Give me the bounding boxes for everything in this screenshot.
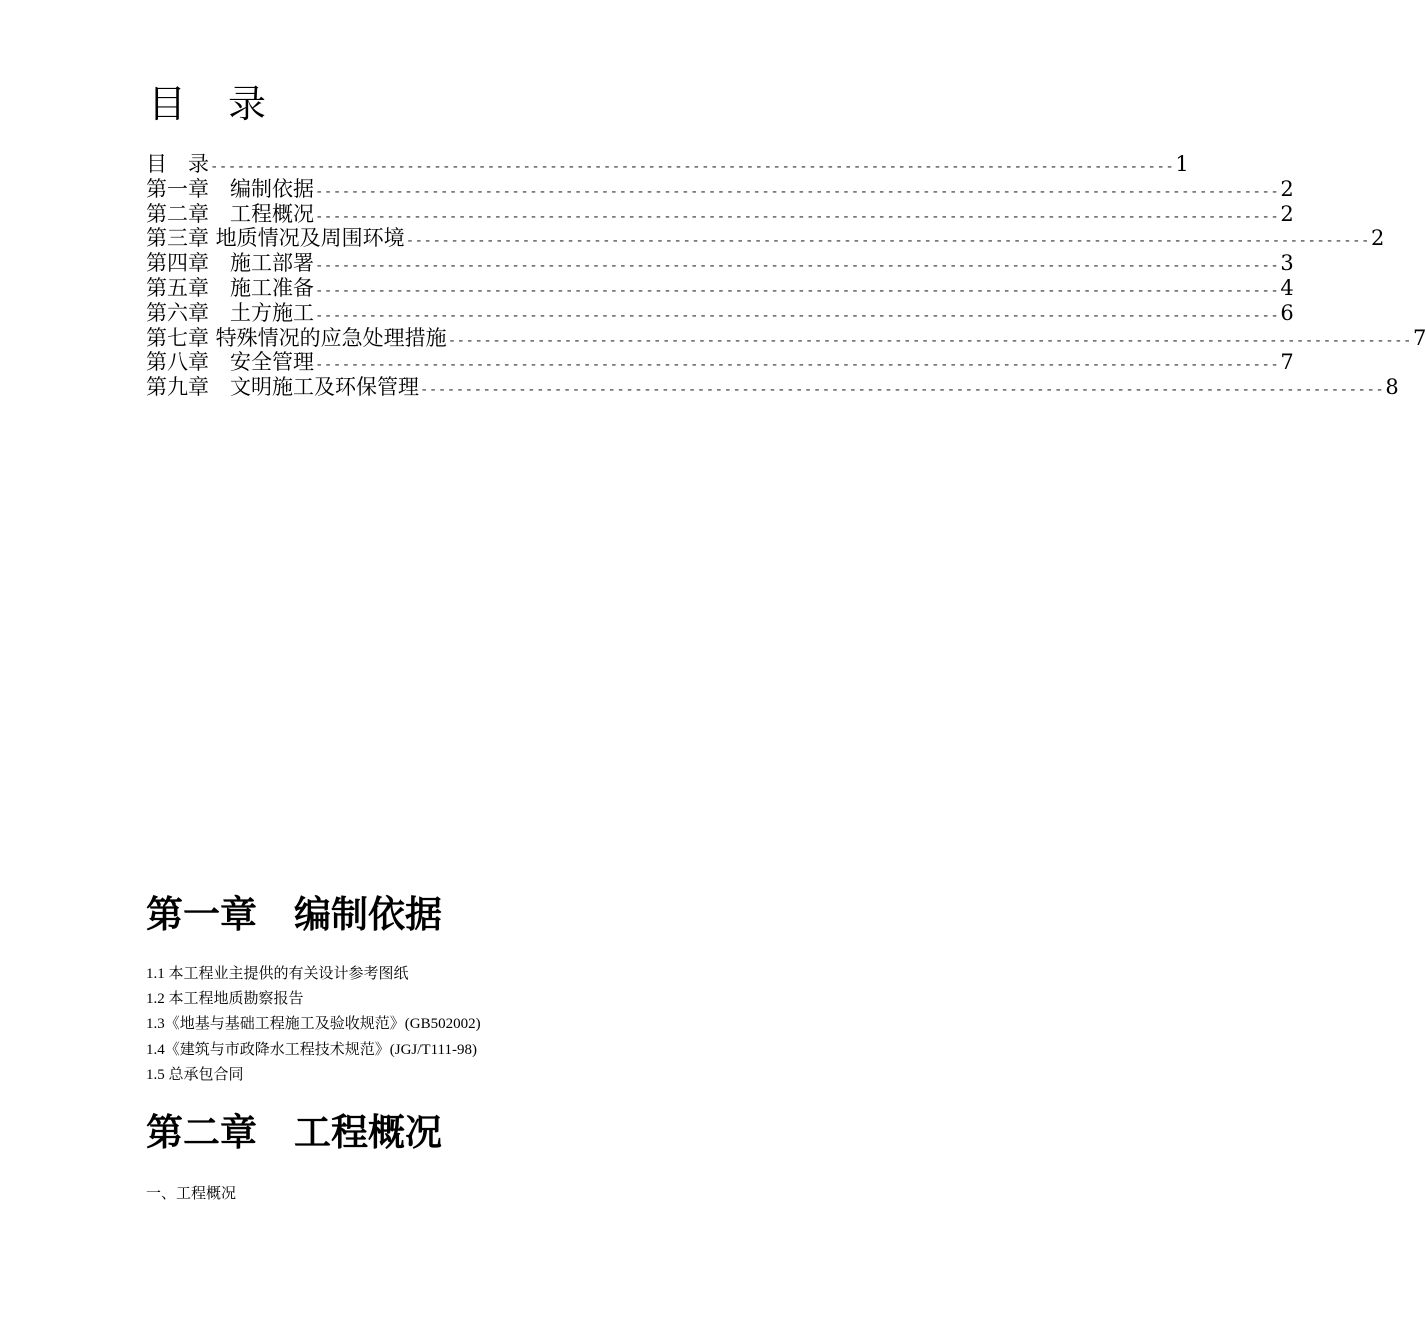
basis-item: 1.4《建筑与市政降水工程技术规范》(JGJ/T111-98) [146, 1041, 477, 1058]
toc-title: 目 录 [148, 82, 269, 126]
basis-item: 1.1 本工程业主提供的有关设计参考图纸 [146, 966, 409, 982]
toc-entry-page: 2 [1280, 201, 1294, 226]
toc-entry-page: 8 [1385, 375, 1399, 400]
toc-entry-label: 第一章 编制依据 [146, 176, 314, 201]
toc-entry-page: 7 [1280, 350, 1294, 375]
toc-entry[interactable] [146, 226, 1385, 251]
toc-leader: ------------------------------------------------------------------------------------------------------------ [210, 159, 1175, 175]
toc-list [146, 152, 1426, 400]
subsection-title: 一、工程概况 [146, 1186, 237, 1202]
toc-entry-label: 第九章 文明施工及环保管理 [146, 375, 419, 400]
toc-leader: ------------------------------------------------------------------------------------------------------------ [315, 183, 1280, 200]
toc-entry-label: 第五章 施工准备 [146, 275, 314, 300]
toc-entry-page: 2 [1371, 226, 1385, 251]
toc-entry[interactable] [146, 375, 1399, 400]
toc-entry[interactable] [146, 152, 1189, 177]
toc-entry[interactable] [146, 201, 1294, 227]
toc-entry-label: 第二章 工程概况 [146, 201, 314, 226]
basis-list [146, 962, 481, 1088]
toc-leader: ------------------------------------------------------------------------------------------------------------ [315, 307, 1280, 324]
basis-item: 1.3《地基与基础工程施工及验收规范》(GB502002) [146, 1016, 481, 1033]
toc-entry-label: 目 录 [146, 152, 209, 176]
toc-entry-page: 7 [1413, 325, 1426, 350]
chapter-2-heading: 第二章 工程概况 [146, 1111, 442, 1154]
toc-entry-label: 第八章 安全管理 [146, 350, 314, 375]
toc-entry-label: 第三章 地质情况及周围环境 [146, 226, 405, 251]
toc-leader: ------------------------------------------------------------------------------------------------------------ [405, 233, 1370, 250]
toc-leader: ------------------------------------------------------------------------------------------------------------ [315, 282, 1280, 299]
toc-entry[interactable] [146, 300, 1294, 326]
toc-entry-label: 第七章 特殊情况的应急处理措施 [146, 325, 447, 350]
basis-item: 1.5 总承包合同 [146, 1066, 244, 1083]
toc-entry[interactable] [146, 275, 1294, 301]
toc-entry-page: 3 [1280, 251, 1294, 276]
toc-entry-page: 1 [1175, 152, 1189, 176]
basis-item: 1.2 本工程地质勘察报告 [146, 991, 304, 1008]
toc-entry-page: 6 [1280, 300, 1294, 325]
toc-entry[interactable] [146, 350, 1294, 375]
toc-entry-label: 第六章 土方施工 [146, 300, 314, 325]
chapter-1-heading: 第一章 编制依据 [146, 893, 442, 936]
toc-entry[interactable] [146, 325, 1426, 351]
toc-leader: ------------------------------------------------------------------------------------------------------------ [447, 332, 1412, 349]
toc-entry[interactable] [146, 251, 1294, 276]
toc-leader: ------------------------------------------------------------------------------------------------------------ [315, 357, 1280, 374]
toc-leader: ------------------------------------------------------------------------------------------------------------ [420, 382, 1385, 399]
toc-leader: ------------------------------------------------------------------------------------------------------------ [315, 208, 1280, 225]
toc-entry-label: 第四章 施工部署 [146, 251, 314, 276]
toc-entry[interactable] [146, 176, 1294, 202]
toc-leader: ------------------------------------------------------------------------------------------------------------ [315, 258, 1280, 275]
toc-entry-page: 4 [1280, 275, 1294, 300]
toc-entry-page: 2 [1280, 176, 1294, 201]
